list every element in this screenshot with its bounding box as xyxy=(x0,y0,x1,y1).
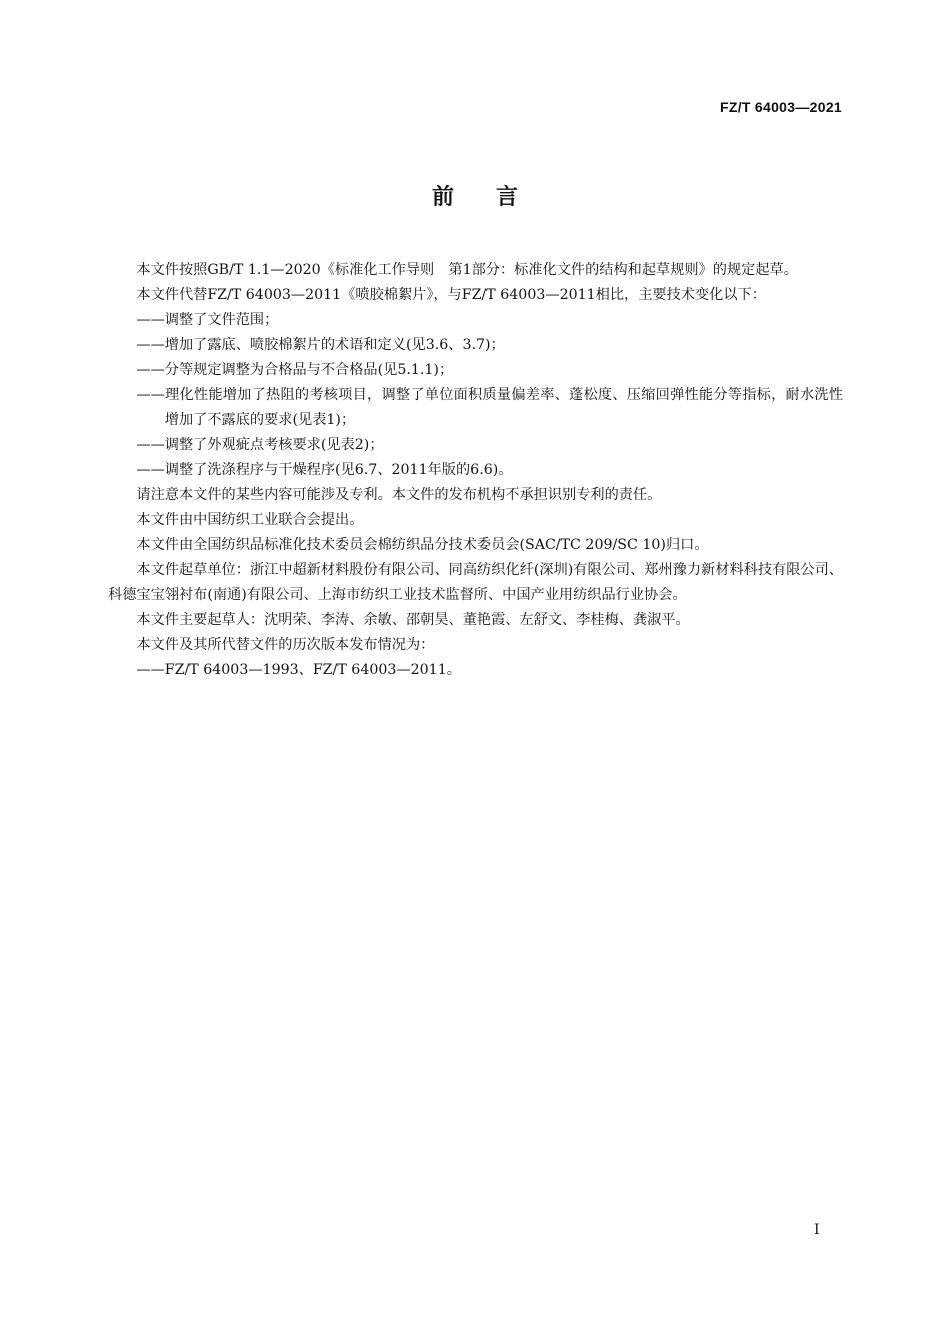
change-item: ——理化性能增加了热阻的考核项目，调整了单位面积质量偏差率、蓬松度、压缩回弹性能分等指标，耐水洗性增加了不露底的要求(见表1)； xyxy=(136,387,843,428)
page-number: I xyxy=(814,1222,820,1238)
change-item: ——分等规定调整为合格品与不合格品(见5.1.1)； xyxy=(136,362,454,378)
change-item: ——调整了文件范围； xyxy=(136,312,279,328)
page-title: 前言 xyxy=(431,185,560,210)
change-item: ——调整了洗涤程序与干燥程序(见6.7、2011年版的6.6)。 xyxy=(136,462,513,478)
change-item: ——调整了外观疵点考核要求(见表2)； xyxy=(136,437,384,453)
paragraph-patent-notice: 请注意本文件的某些内容可能涉及专利。本文件的发布机构不承担识别专利的责任。 xyxy=(136,487,662,503)
paragraph-history-intro: 本文件及其所代替文件的历次版本发布情况为： xyxy=(136,637,435,653)
foreword-body xyxy=(108,258,843,683)
change-item: ——增加了露底、喷胶棉絮片的术语和定义(见3.6、3.7)； xyxy=(136,337,505,353)
paragraph-proposer: 本文件由中国纺织工业联合会提出。 xyxy=(136,512,364,528)
paragraph-replacement: 本文件代替FZ/T 64003—2011《喷胶棉絮片》，与FZ/T 64003—2011相比，主要技术变化以下： xyxy=(136,287,766,303)
paragraph-drafting-units: 本文件起草单位：浙江中超新材料股份有限公司、同高纺织化纤(深圳)有限公司、郑州豫力新材料科技有限公司、科德宝宝翎衬布(南通)有限公司、上海市纺织工业技术监督所、中国产业用纺织品行业协会。 xyxy=(108,562,843,603)
paragraph-drafting-rules: 本文件按照GB/T 1.1—2020《标准化工作导则 第1部分：标准化文件的结构和起草规则》的规定起草。 xyxy=(136,262,798,278)
paragraph-committee: 本文件由全国纺织品标准化技术委员会棉纺织品分技术委员会(SAC/TC 209/SC 10)归口。 xyxy=(136,537,709,553)
paragraph-drafters: 本文件主要起草人：沈明荣、李涛、余敏、邵朝昊、董艳霞、左舒文、李桂梅、龚淑平。 xyxy=(136,612,690,628)
standard-code: FZ/T 64003—2021 xyxy=(719,99,842,115)
history-item: ——FZ/T 64003—1993、FZ/T 64003—2011。 xyxy=(136,662,461,678)
